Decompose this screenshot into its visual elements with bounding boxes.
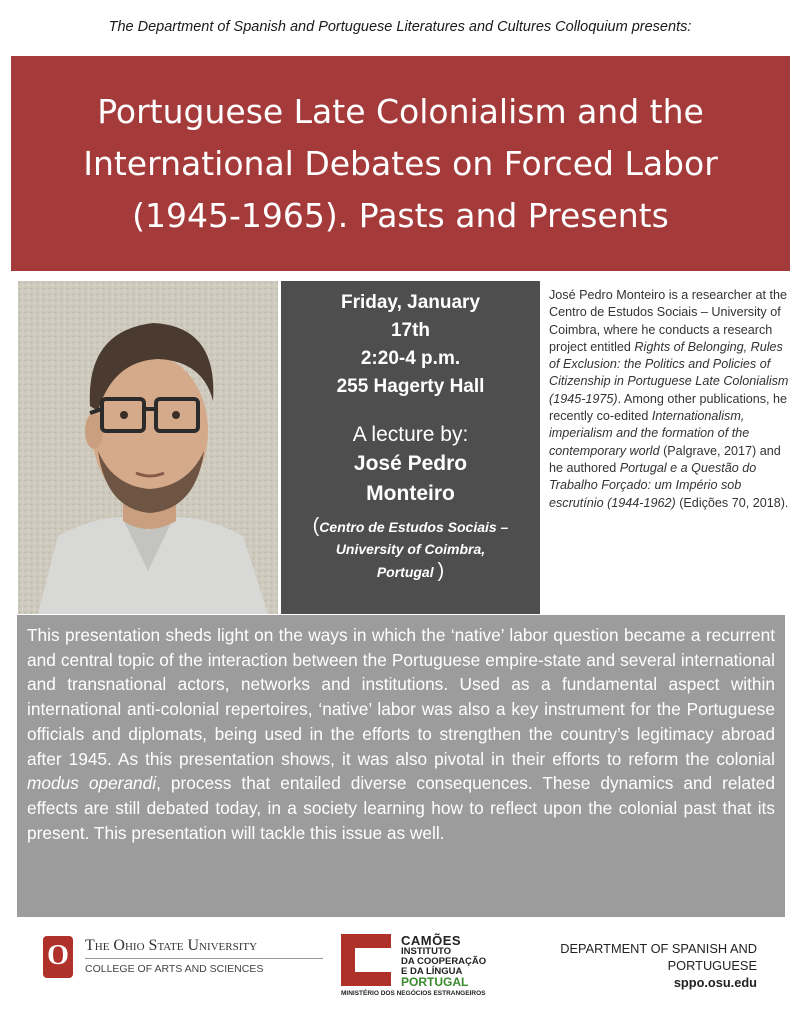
bio-authored-book-title: Portugal e a Questão do Trabalho Forçado: um Império sob escrutínio (1944-1962)	[549, 460, 757, 510]
speaker-bio	[549, 287, 789, 512]
speaker-name-line-2: Monteiro	[366, 482, 455, 505]
lecture-by-label: A lecture by:	[352, 423, 469, 446]
camoes-name: CAMÕES	[401, 933, 462, 948]
abstract-part-2: , process that entailed diverse consequences. These dynamics and related effects are still debated today, in a society learning how to reflect upon the colonial past that its present. This presentation will tackle this issue as well.	[27, 773, 775, 843]
osu-divider	[85, 958, 323, 959]
event-date-line-2: 17th	[390, 320, 431, 341]
camoes-c-icon	[341, 934, 391, 986]
osu-logo	[43, 936, 328, 988]
bio-text-2: . Among other publications, he recently co-edited	[549, 391, 788, 424]
affiliation-line-3: Portugal	[376, 564, 434, 580]
camoes-line-4: E DA LÍNGUA	[401, 966, 463, 977]
abstract-italic-term: modus operandi	[27, 773, 157, 794]
bio-edited-book-title: Internationalism, imperialism and the formation of the contemporary world	[549, 409, 750, 458]
department-name-line-2: PORTUGUESE	[667, 958, 757, 973]
bio-text-3: (Palgrave, 2017) and he authored	[549, 443, 781, 475]
affiliation-line-2: University of Coimbra,	[335, 541, 486, 557]
title-banner	[11, 56, 790, 271]
department-footer	[540, 940, 757, 991]
affiliation-line-1: Centro de Estudos Sociais –	[319, 519, 509, 535]
title-line-3: (1945-1965). Pasts and Presents	[132, 195, 669, 235]
abstract-box	[17, 615, 785, 917]
department-url[interactable]: sppo.osu.edu	[673, 975, 757, 990]
event-date-line-1: Friday, January	[340, 292, 481, 313]
bio-project-title: Rights of Belonging, Rules of Exclusion: the Politics and Policies of Citizenship in Portuguese Late Colonialism (1945-1975)	[549, 339, 789, 406]
title-line-2: International Debates on Forced Labor	[83, 143, 718, 183]
bio-text-4: (Edições 70, 2018).	[675, 495, 789, 510]
department-name-line-1: DEPARTMENT OF SPANISH AND	[560, 941, 757, 956]
event-time: 2:20-4 p.m.	[360, 348, 461, 369]
affiliation-open-paren: (	[312, 515, 320, 537]
osu-name: The Ohio State University	[85, 937, 258, 954]
event-details	[281, 281, 540, 614]
event-location: 255 Hagerty Hall	[336, 376, 485, 397]
speaker-name-line-1: José Pedro	[353, 452, 468, 475]
event-title	[31, 86, 771, 242]
camoes-ministry: MINISTÉRIO DOS NEGÓCIOS ESTRANGEIROS	[341, 990, 486, 997]
camoes-line-2: INSTITUTO	[401, 946, 451, 957]
osu-college: COLLEGE OF ARTS AND SCIENCES	[85, 963, 264, 975]
abstract-part-1: This presentation sheds light on the ways in which the ‘native’ labor question became a recurrent and central topic of the interaction between the Portuguese empire-state and several international and transnational actors, networks and institutions. Used as a fundamental aspect within international anti-colonial repertoires, ‘native’ labor was also a key instrument for the Portuguese officials and diplomats, being used in the efforts to strengthen the country’s legitimacy abroad after 1945. As this presentation shows, it was also pivotal in their efforts to reform the colonial	[27, 625, 775, 769]
presenter-line: The Department of Spanish and Portuguese Literatures and Cultures Colloquium presents:	[108, 19, 692, 35]
bio-text-1: José Pedro Monteiro is a researcher at the Centro de Estudos Sociais – University of Coimbra, where he conducts a research project entitled	[549, 288, 788, 354]
abstract-text	[27, 623, 775, 845]
camoes-logo	[341, 934, 521, 996]
osu-block-o-icon: O	[43, 936, 73, 978]
camoes-line-3: DA COOPERAÇÃO	[401, 956, 487, 967]
affiliation-close-paren: )	[437, 560, 445, 582]
speaker-photo	[18, 281, 278, 614]
title-line-1: Portuguese Late Colonialism and the	[97, 91, 704, 131]
speaker-name	[281, 449, 540, 509]
camoes-portugal: PORTUGAL	[401, 975, 469, 989]
speaker-affiliation	[281, 515, 540, 583]
